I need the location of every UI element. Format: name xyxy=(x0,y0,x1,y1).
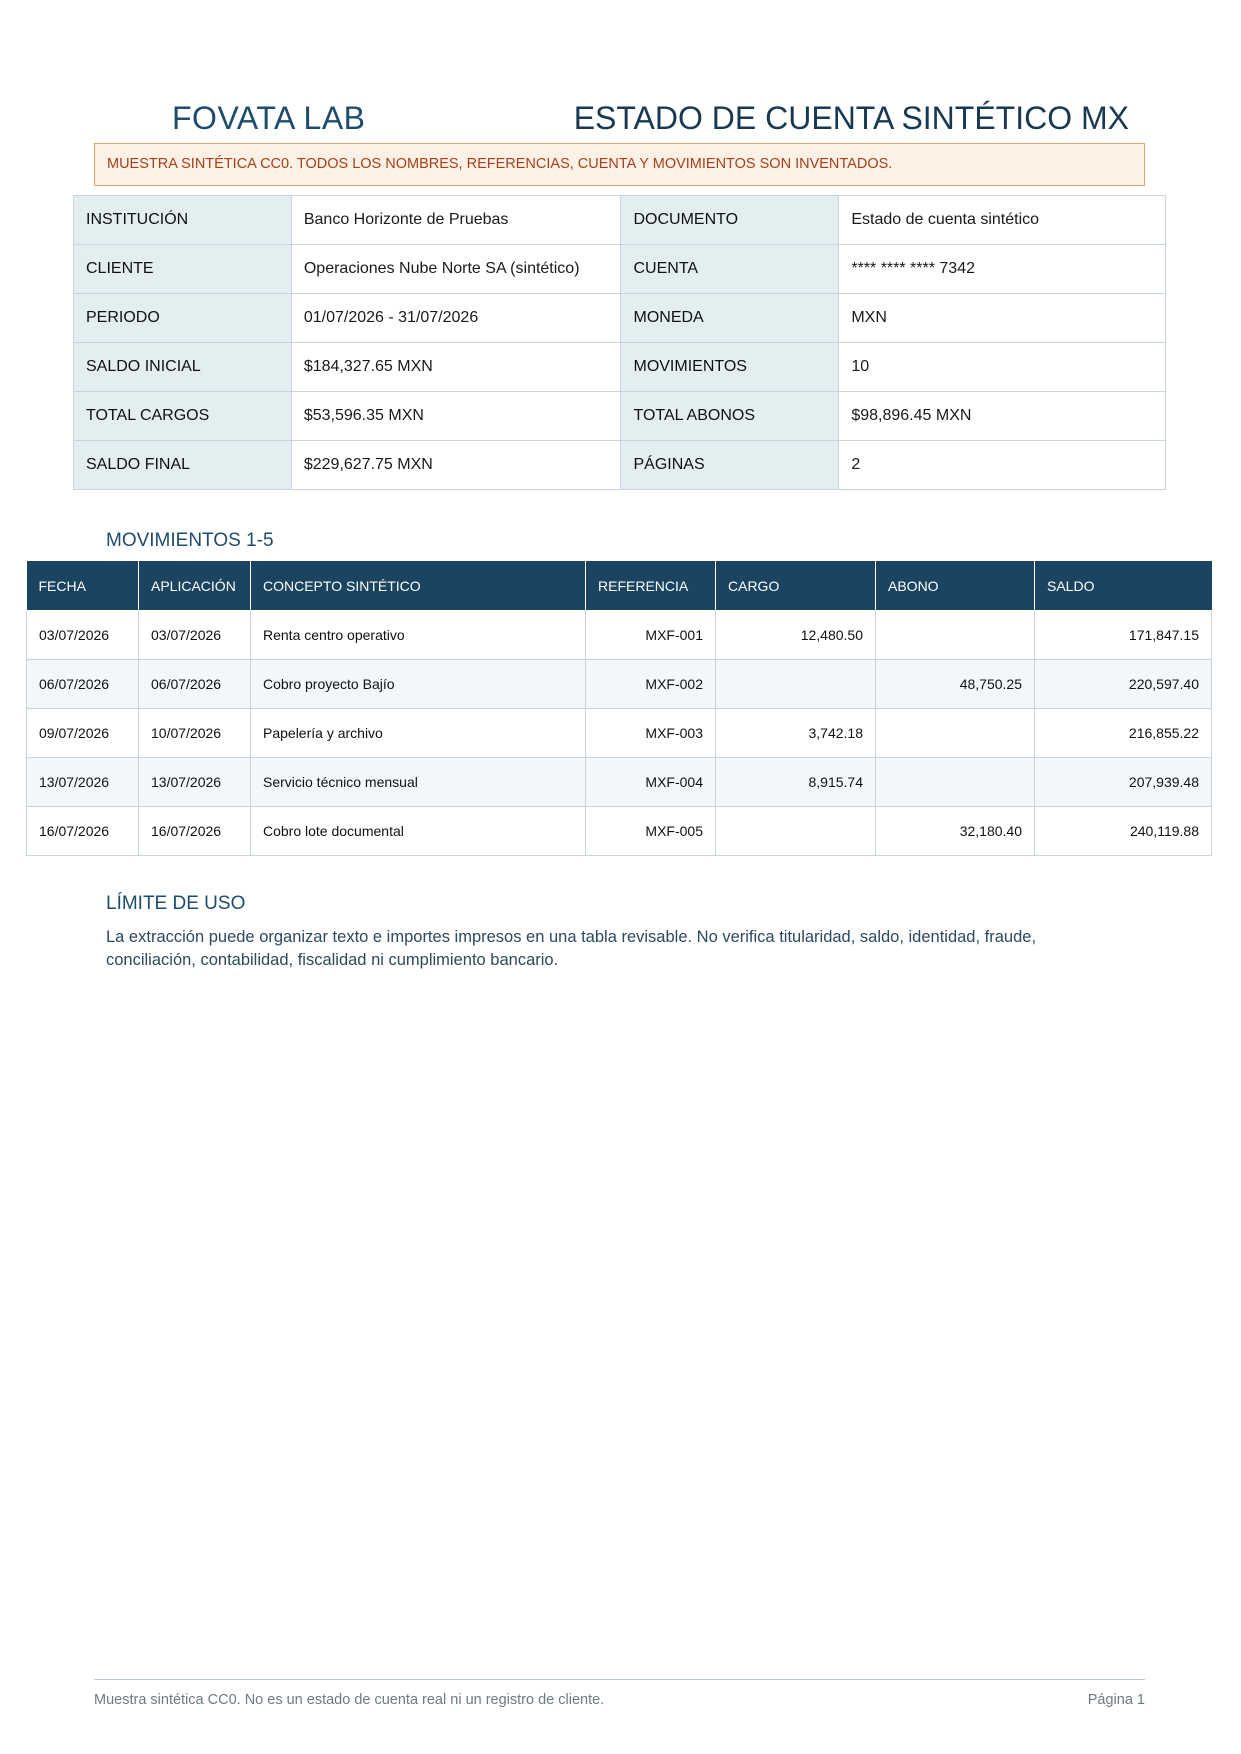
info-value: 2 xyxy=(839,441,1166,490)
info-label: PÁGINAS xyxy=(621,441,839,490)
info-value: $53,596.35 MXN xyxy=(291,392,621,441)
cell-concepto: Cobro proyecto Bajío xyxy=(251,660,586,709)
table-row xyxy=(27,709,1212,758)
column-header-abono: ABONO xyxy=(876,561,1035,611)
info-value: $98,896.45 MXN xyxy=(839,392,1166,441)
page-number: Página 1 xyxy=(1087,1692,1145,1708)
info-row xyxy=(74,294,1166,343)
info-label: PERIODO xyxy=(74,294,292,343)
info-value: Operaciones Nube Norte SA (sintético) xyxy=(291,245,621,294)
cell-cargo: 3,742.18 xyxy=(716,709,876,758)
table-row xyxy=(27,660,1212,709)
cell-fecha: 03/07/2026 xyxy=(27,611,139,660)
info-label: MOVIMIENTOS xyxy=(621,343,839,392)
cell-referencia: MXF-005 xyxy=(586,807,716,856)
info-label: SALDO FINAL xyxy=(74,441,292,490)
cell-referencia: MXF-003 xyxy=(586,709,716,758)
info-value: $184,327.65 MXN xyxy=(291,343,621,392)
cell-abono xyxy=(876,709,1035,758)
cell-abono: 32,180.40 xyxy=(876,807,1035,856)
table-row xyxy=(27,611,1212,660)
account-info-table xyxy=(73,195,1166,490)
cell-abono xyxy=(876,758,1035,807)
cell-saldo: 240,119.88 xyxy=(1035,807,1212,856)
info-value: 10 xyxy=(839,343,1166,392)
cell-referencia: MXF-002 xyxy=(586,660,716,709)
info-label: CUENTA xyxy=(621,245,839,294)
column-header-aplicacion: APLICACIÓN xyxy=(139,561,251,611)
cell-fecha: 16/07/2026 xyxy=(27,807,139,856)
column-header-fecha: FECHA xyxy=(27,561,139,611)
cell-concepto: Papelería y archivo xyxy=(251,709,586,758)
info-label: INSTITUCIÓN xyxy=(74,196,292,245)
movements-table xyxy=(26,561,1212,856)
info-value: 01/07/2026 - 31/07/2026 xyxy=(291,294,621,343)
cell-cargo: 8,915.74 xyxy=(716,758,876,807)
cell-fecha: 09/07/2026 xyxy=(27,709,139,758)
cell-aplicacion: 16/07/2026 xyxy=(139,807,251,856)
cell-saldo: 220,597.40 xyxy=(1035,660,1212,709)
cell-abono xyxy=(876,611,1035,660)
cell-concepto: Servicio técnico mensual xyxy=(251,758,586,807)
info-label: SALDO INICIAL xyxy=(74,343,292,392)
cell-referencia: MXF-001 xyxy=(586,611,716,660)
table-row xyxy=(27,807,1212,856)
cell-concepto: Renta centro operativo xyxy=(251,611,586,660)
cell-aplicacion: 10/07/2026 xyxy=(139,709,251,758)
footer-disclaimer: Muestra sintética CC0. No es un estado de cuenta real ni un registro de cliente. xyxy=(94,1692,605,1708)
info-row xyxy=(74,343,1166,392)
info-value: **** **** **** 7342 xyxy=(839,245,1166,294)
table-row xyxy=(27,758,1212,807)
synthetic-notice: MUESTRA SINTÉTICA CC0. TODOS LOS NOMBRES, REFERENCIAS, CUENTA Y MOVIMIENTOS SON INVENTADOS. xyxy=(94,143,1145,186)
cell-aplicacion: 06/07/2026 xyxy=(139,660,251,709)
brand-name: FOVATA LAB xyxy=(172,100,366,136)
info-row xyxy=(74,392,1166,441)
cell-cargo xyxy=(716,660,876,709)
footer-divider xyxy=(94,1679,1145,1680)
info-value: Banco Horizonte de Pruebas xyxy=(291,196,621,245)
info-label: MONEDA xyxy=(621,294,839,343)
cell-saldo: 171,847.15 xyxy=(1035,611,1212,660)
cell-aplicacion: 13/07/2026 xyxy=(139,758,251,807)
info-row xyxy=(74,196,1166,245)
cell-aplicacion: 03/07/2026 xyxy=(139,611,251,660)
info-value: $229,627.75 MXN xyxy=(291,441,621,490)
cell-fecha: 06/07/2026 xyxy=(27,660,139,709)
info-label: TOTAL ABONOS xyxy=(621,392,839,441)
info-value: Estado de cuenta sintético xyxy=(839,196,1166,245)
cell-cargo xyxy=(716,807,876,856)
info-value: MXN xyxy=(839,294,1166,343)
limit-title: LÍMITE DE USO xyxy=(106,893,246,914)
movements-title: MOVIMIENTOS 1-5 xyxy=(106,530,274,551)
cell-referencia: MXF-004 xyxy=(586,758,716,807)
movements-header-row xyxy=(27,561,1212,611)
cell-saldo: 207,939.48 xyxy=(1035,758,1212,807)
document-title: ESTADO DE CUENTA SINTÉTICO MX xyxy=(573,100,1129,136)
info-row xyxy=(74,245,1166,294)
cell-abono: 48,750.25 xyxy=(876,660,1035,709)
column-header-referencia: REFERENCIA xyxy=(586,561,716,611)
info-row xyxy=(74,441,1166,490)
cell-cargo: 12,480.50 xyxy=(716,611,876,660)
cell-saldo: 216,855.22 xyxy=(1035,709,1212,758)
info-label: DOCUMENTO xyxy=(621,196,839,245)
cell-concepto: Cobro lote documental xyxy=(251,807,586,856)
column-header-saldo: SALDO xyxy=(1035,561,1212,611)
column-header-concepto: CONCEPTO SINTÉTICO xyxy=(251,561,586,611)
column-header-cargo: CARGO xyxy=(716,561,876,611)
cell-fecha: 13/07/2026 xyxy=(27,758,139,807)
info-label: CLIENTE xyxy=(74,245,292,294)
limit-text: La extracción puede organizar texto e importes impresos en una tabla revisable. No verifica titularidad, saldo, identidad, fraude, conciliación, contabilidad, fiscalidad ni cumplimiento bancario. xyxy=(106,928,1037,969)
info-label: TOTAL CARGOS xyxy=(74,392,292,441)
